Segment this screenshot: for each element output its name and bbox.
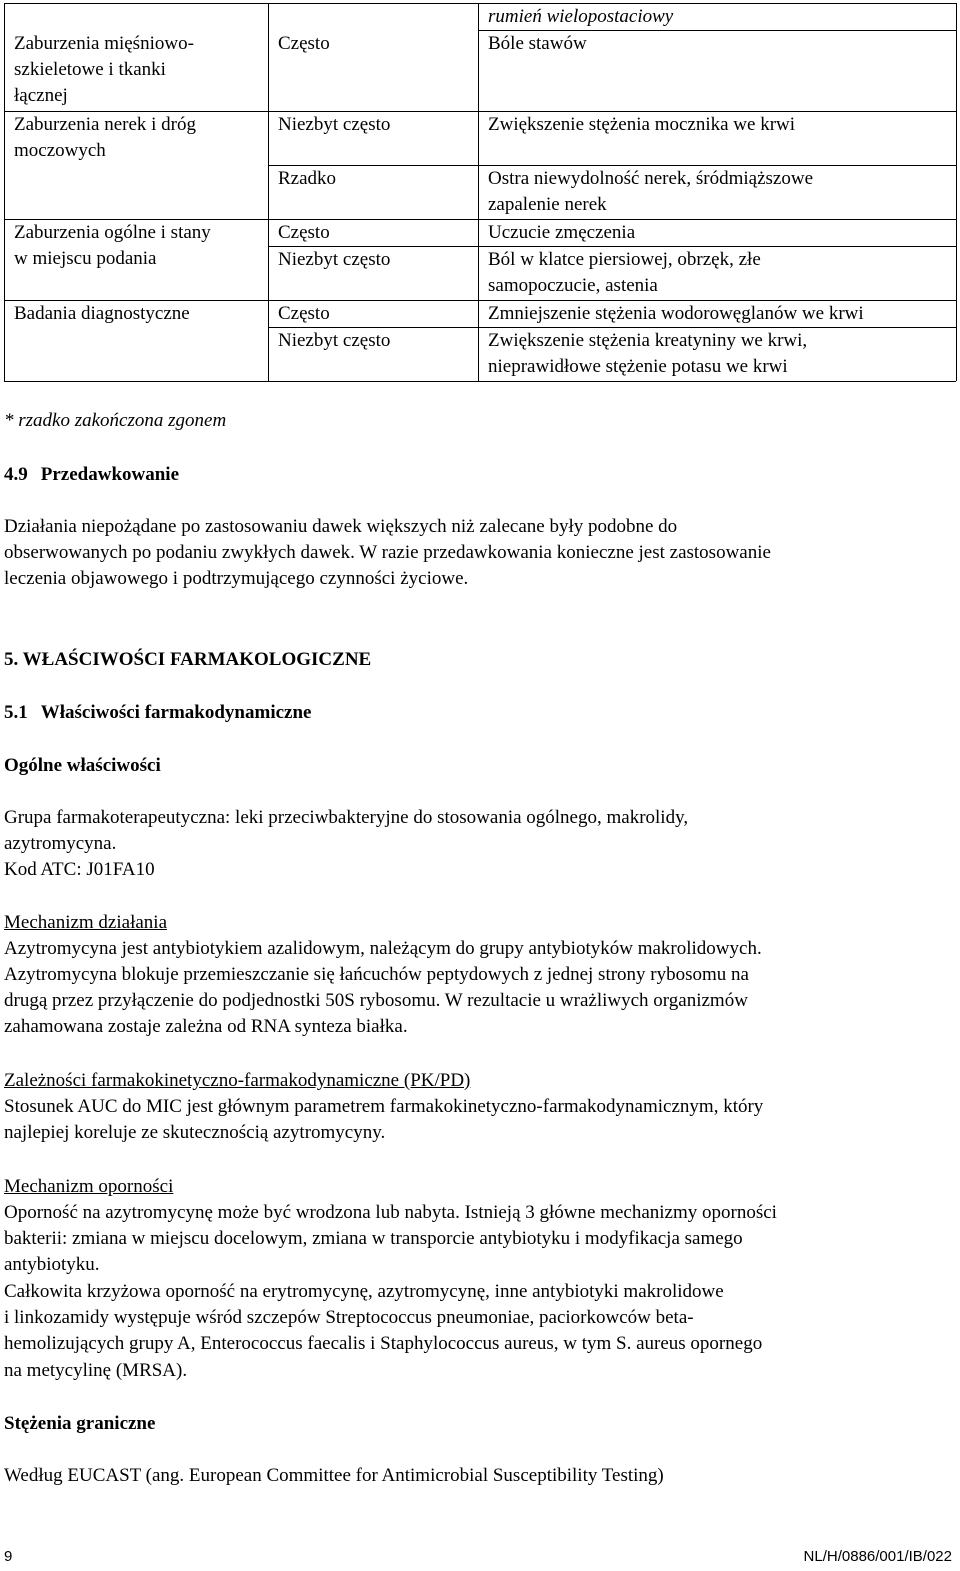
paragraph-line: Oporność na azytromycynę może być wrodzona lub nabyta. Istnieją 3 główne mechanizmy oporności [4, 1202, 777, 1223]
table-cell-frequency: Niezbyt często [278, 330, 391, 351]
paragraph-line: hemolizujących grupy A, Enterococcus faecalis i Staphylococcus aureus, w tym S. aureus opornego [4, 1333, 763, 1354]
subheading-general: Ogólne właściwości [4, 755, 161, 776]
table-cell-soc: Zaburzenia nerek i dróg [14, 114, 196, 135]
page-number: 9 [4, 1548, 13, 1565]
table-cell-effect: samopoczucie, astenia [488, 275, 658, 296]
table-border [4, 3, 5, 381]
table-cell-soc: Zaburzenia ogólne i stany [14, 222, 211, 243]
paragraph-line: obserwowanych po podaniu zwykłych dawek. W razie przedawkowania konieczne jest zastosowanie [4, 542, 771, 563]
section-number: 5.1 [4, 702, 28, 723]
table-border [478, 3, 479, 381]
paragraph-line: zahamowana zostaje zależna od RNA synteza białka. [4, 1016, 408, 1037]
paragraph-line: Całkowita krzyżowa oporność na erytromycynę, azytromycynę, inne antybiotyki makrolidowe [4, 1281, 724, 1302]
subheading-mechanism: Mechanizm działania [4, 912, 168, 933]
section-heading-4-9 [4, 462, 179, 488]
paragraph-line: Grupa farmakoterapeutyczna: leki przeciwbakteryjne do stosowania ogólnego, makrolidy, [4, 807, 689, 828]
section-heading-5: 5. WŁAŚCIWOŚCI FARMAKOLOGICZNE [4, 649, 372, 670]
paragraph-line: antybiotyku. [4, 1254, 100, 1275]
paragraph-line: azytromycyna. [4, 833, 117, 854]
section-number: 4.9 [4, 464, 28, 485]
table-cell-soc: szkieletowe i tkanki [14, 59, 166, 80]
table-cell-effect: Ostra niewydolność nerek, śródmiąższowe [488, 168, 814, 189]
document-code: NL/H/0886/001/IB/022 [803, 1548, 952, 1565]
table-cell-frequency: Rzadko [278, 168, 337, 189]
subheading-breakpoints: Stężenia graniczne [4, 1413, 156, 1434]
table-cell-frequency: Niezbyt często [278, 249, 391, 270]
paragraph-line: Azytromycyna blokuje przemieszczanie się łańcuchów peptydowych z jednej strony rybosomu na [4, 964, 749, 985]
subheading-resistance: Mechanizm oporności [4, 1176, 174, 1197]
table-cell-effect: Zwiększenie stężenia mocznika we krwi [488, 114, 796, 135]
section-heading-5-1 [4, 700, 311, 726]
atc-code: Kod ATC: J01FA10 [4, 859, 155, 880]
table-cell-soc: Badania diagnostyczne [14, 303, 190, 324]
table-cell-effect: Zmniejszenie stężenia wodorowęglanów we krwi [488, 303, 864, 324]
paragraph-line: i linkozamidy występuje wśród szczepów Streptococcus pneumoniae, paciorkowców beta- [4, 1307, 694, 1328]
table-cell-soc: łącznej [14, 85, 68, 106]
table-border [4, 3, 956, 4]
subheading-pkpd: Zależności farmakokinetyczno-farmakodynamiczne (PK/PD) [4, 1070, 471, 1091]
table-border [956, 3, 957, 381]
paragraph-line: najlepiej koreluje ze skutecznością azytromycyny. [4, 1122, 386, 1143]
paragraph-line: Działania niepożądane po zastosowaniu dawek większych niż zalecane były podobne do [4, 516, 678, 537]
paragraph-line: Według EUCAST (ang. European Committee for Antimicrobial Susceptibility Testing) [4, 1465, 664, 1486]
paragraph-line: Azytromycyna jest antybiotykiem azalidowym, należącym do grupy antybiotyków makrolidowych. [4, 938, 762, 959]
paragraph-line: drugą przez przyłączenie do podjednostki 50S rybosomu. W rezultacie u wrażliwych organizmów [4, 990, 748, 1011]
table-cell-frequency: Często [278, 222, 330, 243]
table-cell-soc: Zaburzenia mięśniowo- [14, 33, 194, 54]
table-border [4, 381, 956, 382]
table-cell-effect: Zwiększenie stężenia kreatyniny we krwi, [488, 330, 808, 351]
section-title: Właściwości farmakodynamiczne [40, 702, 312, 723]
table-border [268, 3, 269, 381]
table-cell-effect: Ból w klatce piersiowej, obrzęk, złe [488, 249, 761, 270]
table-cell-frequency: Niezbyt często [278, 114, 391, 135]
table-cell-frequency: Często [278, 303, 330, 324]
table-cell-soc: w miejscu podania [14, 248, 157, 269]
table-cell-effect: Uczucie zmęczenia [488, 222, 636, 243]
paragraph-line: bakterii: zmiana w miejscu docelowym, zmiana w transporcie antybiotyku i modyfikacja samego [4, 1228, 743, 1249]
table-cell-effect: nieprawidłowe stężenie potasu we krwi [488, 356, 788, 377]
table-cell-fragment: rumień wielopostaciowy [488, 6, 674, 27]
section-title: Przedawkowanie [40, 464, 180, 485]
table-footnote: * rzadko zakończona zgonem [4, 410, 227, 431]
table-cell-soc: moczowych [14, 140, 106, 161]
paragraph-line: Stosunek AUC do MIC jest głównym parametrem farmakokinetyczno-farmakodynamicznym, który [4, 1096, 764, 1117]
paragraph-line: leczenia objawowego i podtrzymującego czynności życiowe. [4, 568, 469, 589]
paragraph-line: na metycylinę (MRSA). [4, 1360, 188, 1381]
table-cell-frequency: Często [278, 33, 330, 54]
table-cell-effect: Bóle stawów [488, 33, 587, 54]
table-cell-effect: zapalenie nerek [488, 194, 607, 215]
